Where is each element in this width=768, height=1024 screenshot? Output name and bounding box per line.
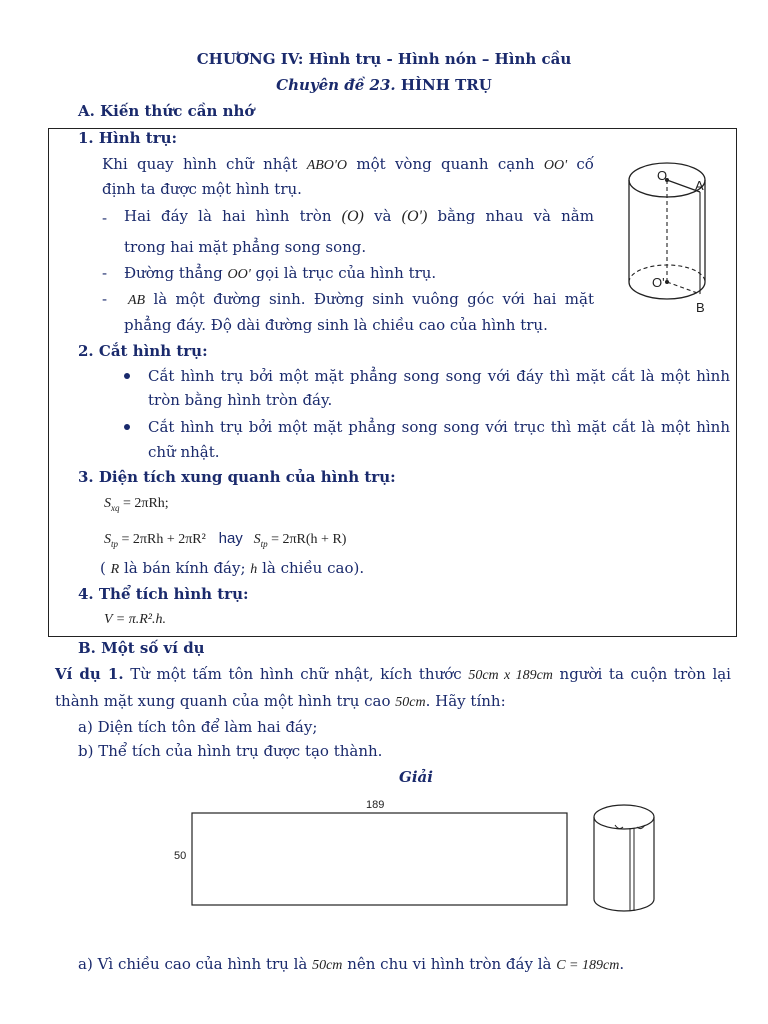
bullet-dot xyxy=(124,373,130,379)
sub-tp: tp xyxy=(111,538,119,549)
label-189: 189 xyxy=(366,799,385,811)
solution-title: Giải xyxy=(399,768,433,786)
item1-bullet1 xyxy=(124,207,594,226)
text: . Hãy tính: xyxy=(425,692,506,710)
question-a: a) Diện tích tôn để làm hai đáy; xyxy=(78,718,318,736)
text: là chiều cao). xyxy=(262,559,365,577)
label-50: 50 xyxy=(174,850,187,862)
item1-title: 1. Hình trụ: xyxy=(78,129,178,147)
formula-volume: V = π.R².h. xyxy=(104,612,167,627)
text: a) Vì chiều cao của hình trụ là xyxy=(78,955,308,973)
section-b-title: B. Một số ví dụ xyxy=(78,639,205,657)
math-ab: AB xyxy=(128,293,146,308)
text: một vòng quanh cạnh xyxy=(356,155,535,173)
text: là một đường sinh. Đường sinh vuông góc với hai mặt xyxy=(153,290,594,308)
math-oo-axis: OO' xyxy=(227,267,251,282)
rhs: = 2πR(h + R) xyxy=(271,532,347,547)
text: Từ một tấm tôn hình chữ nhật, kích thước xyxy=(130,665,462,683)
s: S xyxy=(104,496,111,511)
dash-3: - xyxy=(102,290,108,308)
formula-note xyxy=(100,559,364,578)
formula-stp-row xyxy=(104,529,346,549)
text: người ta cuộn tròn lại xyxy=(559,665,731,683)
dash-2: - xyxy=(102,264,108,282)
math-abo: ABO'O xyxy=(306,158,348,173)
math-height: 50cm xyxy=(395,695,426,710)
topic-name: HÌNH TRỤ xyxy=(395,76,492,94)
label-b: B xyxy=(696,300,705,315)
text: thành mặt xung quanh của một hình trụ cao xyxy=(55,692,391,710)
rhs: = 2πRh; xyxy=(123,496,169,511)
text: cố xyxy=(576,155,594,173)
label-o2: O' xyxy=(652,275,665,290)
label-o: O xyxy=(657,168,668,183)
text: bằng nhau và nằm xyxy=(437,207,594,225)
item2-bullet2-line2: chữ nhật. xyxy=(148,443,220,461)
text: Hai đáy là hai hình tròn xyxy=(124,207,332,225)
sub-tp: tp xyxy=(260,538,268,549)
item1-line2: định ta được một hình trụ. xyxy=(102,180,302,198)
question-b: b) Thể tích của hình trụ được tạo thành. xyxy=(78,742,383,760)
math-circle-o: (O) xyxy=(341,208,364,225)
item1-line1 xyxy=(102,155,594,174)
section-a-title: A. Kiến thức cần nhớ xyxy=(78,102,255,120)
text: . xyxy=(619,955,625,973)
topic-prefix: Chuyên đề 23. xyxy=(276,76,396,94)
example1-line2 xyxy=(55,692,506,711)
rhs: = 2πRh + 2πR² xyxy=(121,532,206,547)
item1-bullet2 xyxy=(124,264,436,283)
example-label: Ví dụ 1. xyxy=(55,665,124,683)
cylinder-figure xyxy=(620,150,720,320)
text: là bán kính đáy; xyxy=(123,559,246,577)
math-50cm: 50cm xyxy=(312,958,343,973)
item2-bullet1: Cắt hình trụ bởi một mặt phẳng song song với đáy thì mặt cắt là một hình xyxy=(148,367,730,385)
topic-title xyxy=(0,76,768,94)
item1-bullet3 xyxy=(128,290,594,309)
dash-1: - xyxy=(102,209,108,227)
text: và xyxy=(374,207,392,225)
sub-xq: xq xyxy=(111,502,120,513)
label-a: A xyxy=(695,178,704,193)
math-c: C = 189cm xyxy=(556,958,620,973)
item2-bullet2: Cắt hình trụ bởi một mặt phẳng song song với trục thì mặt cắt là một hình xyxy=(148,418,730,436)
item2-title: 2. Cắt hình trụ: xyxy=(78,342,208,360)
bullet-dot xyxy=(124,424,130,430)
chapter-title: CHƯƠNG IV: Hình trụ - Hình nón – Hình cầu xyxy=(196,50,572,68)
example1-line1 xyxy=(55,665,731,684)
item1-bullet1-line2: trong hai mặt phẳng song song. xyxy=(124,238,367,256)
paren: ( xyxy=(100,559,106,577)
math-r: R xyxy=(110,562,120,577)
sheet-figure xyxy=(170,795,690,925)
item4-title: 4. Thể tích hình trụ: xyxy=(78,585,249,603)
text: nên chu vi hình tròn đáy là xyxy=(347,955,552,973)
answer-a xyxy=(78,955,624,974)
math-h: h xyxy=(250,562,258,577)
hay: hay xyxy=(218,530,243,547)
s: S xyxy=(253,532,261,547)
math-oo: OO' xyxy=(543,158,568,173)
formula-sxq xyxy=(104,496,169,513)
item2-bullet1-line2: tròn bằng hình tròn đáy. xyxy=(148,391,333,409)
item3-title: 3. Diện tích xung quanh của hình trụ: xyxy=(78,468,396,486)
s: S xyxy=(104,532,111,547)
text: Đường thẳng xyxy=(124,264,223,282)
text: Khi quay hình chữ nhật xyxy=(102,155,298,173)
math-circle-o2: (O') xyxy=(401,208,428,225)
math-dim: 50cm x 189cm xyxy=(468,668,553,683)
item1-bullet3-line2: phẳng đáy. Độ dài đường sinh là chiều cao của hình trụ. xyxy=(124,316,548,334)
text: gọi là trục của hình trụ. xyxy=(255,264,437,282)
